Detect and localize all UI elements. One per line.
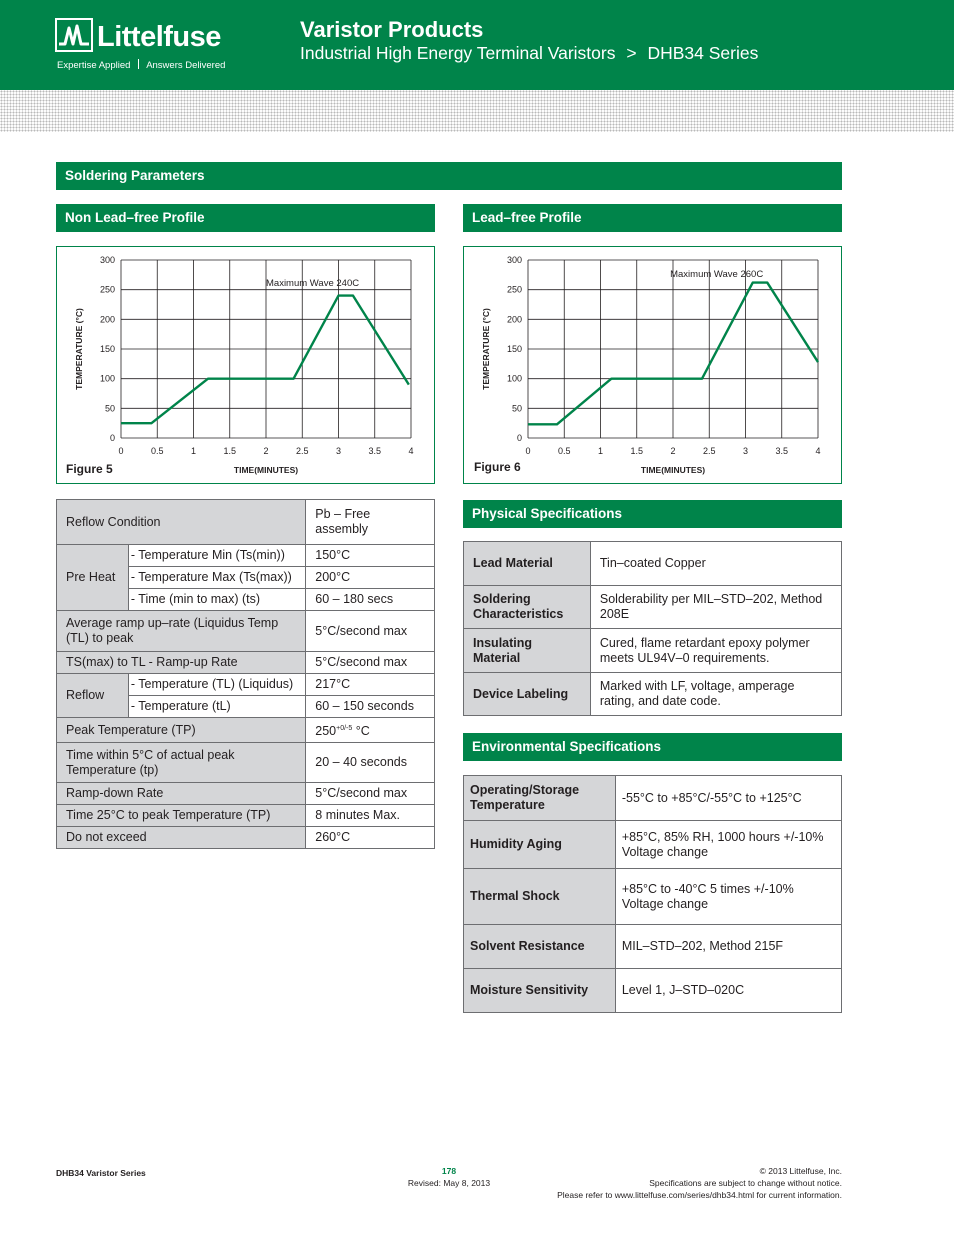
littelfuse-logo[interactable] [55, 18, 226, 78]
tagline-left: Expertise Applied [57, 60, 131, 71]
littelfuse-logo-icon [55, 18, 93, 52]
ramp-down-label: Ramp-down Rate [57, 783, 306, 805]
time-min-max-value: 60 – 180 secs [306, 589, 435, 611]
y-axis-label: TEMPERATURE (°C) [74, 308, 84, 390]
x-tick-label: 2 [670, 446, 676, 456]
peak-temp-value-cell [306, 718, 435, 743]
time-within-value: 20 – 40 seconds [306, 743, 435, 783]
x-tick-label: 4 [408, 446, 414, 456]
y-tick-label: 150 [99, 344, 115, 354]
lead-free-chart [463, 246, 842, 484]
pb-free-value: Pb – Free assembly [306, 500, 435, 545]
ramp-down-value: 5°C/second max [306, 783, 435, 805]
max-wave-annotation: Maximum Wave 260C [670, 269, 764, 280]
physical-specs-table [463, 541, 842, 716]
chart-svg [57, 247, 433, 482]
ts-to-tl-value: 5°C/second max [306, 652, 435, 674]
peak-temp-unit: °C [355, 724, 370, 739]
x-tick-label: 1.5 [223, 446, 237, 456]
table-row [464, 629, 842, 673]
x-tick-label: 0 [525, 446, 531, 456]
peak-temp-value: 250 [315, 724, 337, 739]
environmental-specs-heading: Environmental Specifications [463, 733, 842, 761]
tagline-right: Answers Delivered [146, 60, 226, 71]
reflow-table [56, 499, 435, 849]
y-tick-label: 250 [99, 284, 115, 295]
x-tick-label: 2.5 [295, 446, 309, 456]
lead-free-heading: Lead–free Profile [463, 204, 842, 232]
footer-right [557, 1165, 842, 1201]
x-tick-label: 0 [118, 446, 124, 456]
y-tick-label: 200 [99, 314, 115, 325]
spec-value: Solderability per MIL–STD–202, Method 208E [590, 586, 841, 629]
pre-heat-label: Pre Heat [57, 545, 129, 611]
table-row [464, 542, 842, 586]
avg-ramp-label: Average ramp up–rate (Liquidus Temp (TL) to peak [57, 611, 306, 652]
figure-6-label: Figure 6 [474, 460, 521, 474]
x-tick-label: 1 [597, 446, 604, 456]
y-tick-label: 50 [511, 403, 522, 414]
peak-temp-label: Peak Temperature (TP) [57, 718, 306, 743]
reflow-time-value: 60 – 150 seconds [306, 696, 435, 718]
page-title: Varistor Products [300, 17, 484, 42]
time-within-label: Time within 5°C of actual peak Temperature (tp) [57, 743, 306, 783]
temperature-profile-line [121, 296, 409, 424]
refer-link[interactable]: Please refer to www.littelfuse.com/series/dhb34.html for current information. [557, 1190, 842, 1200]
spec-label: Lead Material [464, 542, 591, 586]
soldering-parameters-heading: Soldering Parameters [56, 162, 842, 190]
do-not-exceed-label: Do not exceed [57, 827, 306, 849]
breadcrumb-series: DHB34 Series [647, 43, 759, 63]
table-row [57, 652, 435, 674]
x-tick-label: 1 [190, 446, 197, 456]
revised-date: Revised: May 8, 2013 [407, 1178, 491, 1188]
spec-value: +85°C, 85% RH, 1000 hours +/-10% Voltage change [615, 821, 841, 869]
spec-value: -55°C to +85°C/-55°C to +125°C [615, 776, 841, 821]
table-row [464, 586, 842, 629]
spec-label: Solvent Resistance [464, 925, 616, 969]
y-tick-label: 200 [506, 314, 522, 325]
footer-series: DHB34 Varistor Series [56, 1168, 146, 1178]
table-row [464, 673, 842, 716]
brand-name: Littelfuse [97, 21, 221, 53]
spec-value: Level 1, J–STD–020C [615, 969, 841, 1013]
spec-label: Thermal Shock [464, 869, 616, 925]
reflow-label: Reflow [57, 674, 129, 718]
temp-max-label: - Temperature Max (Ts(max)) [128, 567, 305, 589]
x-tick-label: 1.5 [630, 446, 644, 456]
y-tick-label: 300 [506, 255, 522, 265]
x-tick-label: 0.5 [150, 446, 164, 456]
spec-label: Humidity Aging [464, 821, 616, 869]
spec-label: Soldering Characteristics [464, 586, 591, 629]
time-25-value: 8 minutes Max. [306, 805, 435, 827]
header-banner [0, 0, 954, 90]
table-row [57, 827, 435, 849]
x-tick-label: 3 [742, 446, 749, 456]
time-25-label: Time 25°C to peak Temperature (TP) [57, 805, 306, 827]
brand-tagline [57, 59, 225, 71]
spec-label: Insulating Material [464, 629, 591, 673]
table-row [57, 500, 435, 545]
table-row [464, 776, 842, 821]
x-tick-label: 2 [263, 446, 269, 456]
spec-label: Moisture Sensitivity [464, 969, 616, 1013]
breadcrumb-separator: > [626, 43, 637, 63]
reflow-temp-label: - Temperature (TL) (Liquidus) [128, 674, 305, 696]
copyright: © 2013 Littelfuse, Inc. [759, 1166, 842, 1176]
table-row [57, 545, 435, 567]
y-tick-label: 150 [506, 344, 522, 354]
x-tick-label: 2.5 [702, 446, 716, 456]
table-row [464, 969, 842, 1013]
y-tick-label: 250 [506, 284, 522, 295]
notice: Specifications are subject to change without notice. [649, 1178, 842, 1188]
peak-temp-tolerance: +0/-5 [336, 725, 353, 732]
breadcrumb-category: Industrial High Energy Terminal Varistors [300, 43, 616, 63]
y-axis-label: TEMPERATURE (°C) [481, 308, 491, 390]
table-row [57, 743, 435, 783]
reflow-condition-label: Reflow Condition [57, 500, 306, 545]
reflow-time-label: - Temperature (tL) [128, 696, 305, 718]
y-tick-label: 100 [506, 373, 522, 384]
breadcrumb [300, 43, 758, 64]
spec-value: Marked with LF, voltage, amperage rating, and date code. [590, 673, 841, 716]
table-row [57, 805, 435, 827]
chart-svg [464, 247, 840, 482]
temp-min-value: 150°C [306, 545, 435, 567]
x-tick-label: 4 [815, 446, 821, 456]
temp-max-value: 200°C [306, 567, 435, 589]
spec-value: MIL–STD–202, Method 215F [615, 925, 841, 969]
table-row [464, 821, 842, 869]
avg-ramp-value: 5°C/second max [306, 611, 435, 652]
x-axis-label: TIME(MINUTES) [233, 465, 299, 475]
table-row [57, 783, 435, 805]
do-not-exceed-value: 260°C [306, 827, 435, 849]
spec-value: Cured, flame retardant epoxy polymer meets UL94V–0 requirements. [590, 629, 841, 673]
y-tick-label: 100 [99, 373, 115, 384]
page-number: 178 [441, 1166, 457, 1176]
y-tick-label: 300 [99, 255, 115, 265]
y-tick-label: 50 [104, 403, 115, 414]
non-lead-free-heading: Non Lead–free Profile [56, 204, 435, 232]
temp-min-label: - Temperature Min (Ts(min)) [128, 545, 305, 567]
figure-5-label: Figure 5 [66, 462, 113, 476]
footer-center [380, 1165, 518, 1189]
tagline-divider [138, 59, 139, 69]
spec-label: Device Labeling [464, 673, 591, 716]
y-tick-label: 0 [109, 433, 115, 443]
table-row [57, 611, 435, 652]
x-tick-label: 3.5 [775, 446, 789, 456]
dot-pattern-band [0, 90, 954, 132]
ts-to-tl-label: TS(max) to TL - Ramp-up Rate [57, 652, 306, 674]
non-lead-free-chart [56, 246, 435, 484]
y-tick-label: 0 [516, 433, 522, 443]
spec-value: +85°C to -40°C 5 times +/-10% Voltage change [615, 869, 841, 925]
max-wave-annotation: Maximum Wave 240C [266, 278, 360, 289]
table-row [57, 718, 435, 743]
table-row [464, 925, 842, 969]
reflow-temp-value: 217°C [306, 674, 435, 696]
spec-value: Tin–coated Copper [590, 542, 841, 586]
x-axis-label: TIME(MINUTES) [640, 465, 706, 475]
environmental-specs-table [463, 775, 842, 1013]
x-tick-label: 3 [335, 446, 342, 456]
table-row [57, 674, 435, 696]
spec-label: Operating/Storage Temperature [464, 776, 616, 821]
x-tick-label: 0.5 [557, 446, 571, 456]
time-min-max-label: - Time (min to max) (ts) [128, 589, 305, 611]
x-tick-label: 3.5 [368, 446, 382, 456]
physical-specs-heading: Physical Specifications [463, 500, 842, 528]
table-row [464, 869, 842, 925]
